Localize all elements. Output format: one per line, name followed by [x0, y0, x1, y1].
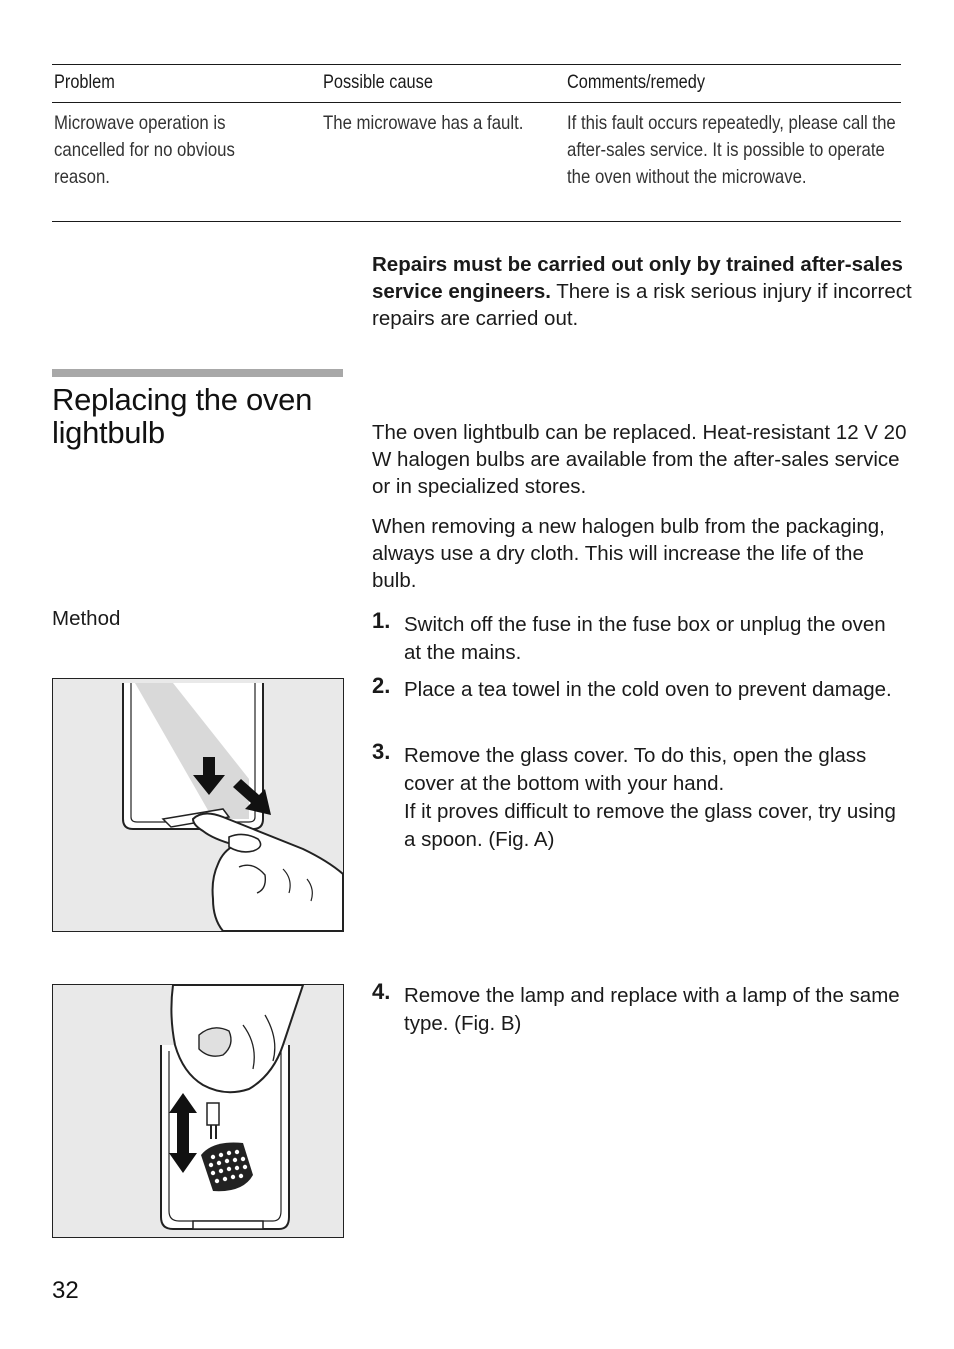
method-label: Method [52, 607, 121, 630]
step-4-number: 4. [372, 979, 391, 1004]
header-comments-remedy: Comments/remedy [567, 72, 706, 93]
figure-b-lamp-replacement [52, 984, 344, 1238]
section-title: Replacing the oven lightbulb [52, 382, 313, 450]
repair-warning-bold: Repairs must be carried out only by trained after-sales service engineers. [372, 253, 903, 303]
intro-paragraph-1: The oven lightbulb can be replaced. Heat-resistant 12 V 20 W halogen bulbs are available from the after-sales service or in specialized stores. [372, 421, 907, 498]
cell-problem: Microwave operation is cancelled for no obvious reason. [54, 112, 235, 188]
repair-warning-text: There is a risk serious injury if incorrect repairs are carried out. [372, 280, 912, 330]
step-4-text: Remove the lamp and replace with a lamp of the same type. (Fig. B) [404, 984, 900, 1035]
cell-cause: The microwave has a fault. [323, 112, 524, 134]
figure-a-illustration [53, 679, 343, 931]
table-header-rule [52, 102, 901, 103]
header-possible-cause: Possible cause [323, 72, 433, 93]
header-problem: Problem [54, 72, 115, 93]
figure-b-illustration [53, 985, 343, 1237]
table-bottom-rule [52, 221, 901, 222]
step-3-number: 3. [372, 739, 391, 764]
intro-paragraph-2: When removing a new halogen bulb from the packaging, always use a dry cloth. This will increase the life of the bulb. [372, 515, 885, 592]
step-3-text-main: Remove the glass cover. To do this, open the glass cover at the bottom with your hand. [404, 744, 867, 795]
section-divider-bar [52, 369, 343, 377]
step-3-text-note: If it proves difficult to remove the glass cover, try using a spoon. (Fig. A) [404, 800, 896, 851]
cell-remedy: If this fault occurs repeatedly, please call the after-sales service. It is possible to operate the oven without the microwave. [567, 112, 896, 188]
figure-a-glass-cover [52, 678, 344, 932]
table-top-rule [52, 64, 901, 65]
step-3-text [404, 742, 904, 854]
step-2-text: Place a tea towel in the cold oven to prevent damage. [404, 678, 892, 701]
step-2-number: 2. [372, 673, 391, 698]
repair-warning [372, 251, 912, 332]
step-1-text: Switch off the fuse in the fuse box or unplug the oven at the mains. [404, 613, 886, 664]
step-1-number: 1. [372, 608, 391, 633]
page-number: 32 [52, 1277, 79, 1304]
